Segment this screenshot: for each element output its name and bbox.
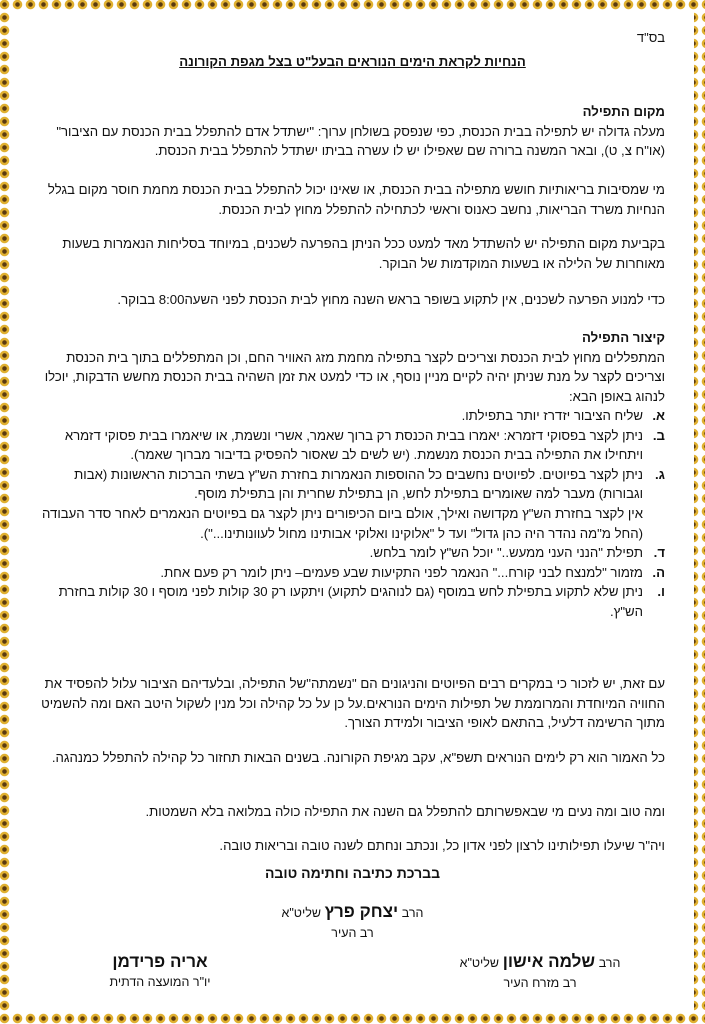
signature-role: רב העיר xyxy=(331,925,374,940)
section-place xyxy=(40,102,665,161)
paragraph: עם זאת, יש לזכור כי במקרים רבים הפיוטים והניגונים הם "נשמתה"של התפילה, ובלעדיהם הציבור עלול להפסיד את החוויה המיוחדת והמרוממת של תפילות הימים הנוראים.על כן על כל קהילה וכל מנין לשקול היטב האם ומה להשמיט מתוך הרשימה דלעיל, בהתאם לאופי הציבור ולמידת הצורך. xyxy=(41,676,665,731)
list-letter: ו. xyxy=(657,584,665,600)
list-item xyxy=(40,406,665,426)
paragraph: המתפללים מחוץ לבית הכנסת וצריכים לקצר בתפילה מחמת מזג האוויר החם, וכן המתפללים בתוך בית הכנסת וצריכים לקצר על מנת שניתן יהיה לקיים מניין נוסף, או כדי למעט את זמן השהיה בבית הכנסת מחשש הדבקות, יוכלו לנהוג באופן הבא: xyxy=(44,349,665,404)
paragraph: כדי למנוע הפרעה לשכנים, אין לתקוע בשופר בראש השנה מחוץ לבית הכנסת לפני השעה8:00 בבוקר. xyxy=(117,292,665,307)
signature-prefix: הרב xyxy=(598,956,621,970)
paragraph-block xyxy=(40,180,665,219)
paragraph-block xyxy=(40,802,665,822)
list-text: ניתן לקצר בפסוקי דזמרא: יאמרו בבית הכנסת רק ברוך שאמר, אשרי ונשמת, או שיאמרו בבית פסוקי דזמרא ויתחילו את התפילה בבית הכנסת מנשמת. (יש לשים לב שאסור להפסיק בדיבור מברוך שאמר). xyxy=(64,427,643,463)
paragraph: ומה טוב ומה נעים מי שבאפשרותם להתפלל גם השנה את התפילה כולה במלואה בלא השמטות. xyxy=(145,804,665,819)
signature-prefix: הרב xyxy=(401,906,424,920)
list-text: אין לקצר בחזרת הש"ץ מקדושה ואילך, אולם ביום הכיפורים ניתן לקצר גם בפיוטים הנאמרים לאחר סדר העבודה (החל מ"מה נהדר היה כהן גדול" ועד ל "אלוקינו ואלוקי אבותינו מחול לעוונותינו..."). xyxy=(42,505,643,541)
section-heading-shorten: קיצור התפילה xyxy=(581,330,665,345)
list-item xyxy=(40,504,665,543)
list-item xyxy=(40,563,665,583)
paragraph: מי שמסיבות בריאותיות חושש מתפילה בבית הכנסת, או שאינו יכול להתפלל בבית הכנסת מחמת חוסר מקום בגלל הנחיות משרד הבריאות, נחשב כאנוס וראשי לכתחילה להתפלל מחוץ לבית הכנסת. xyxy=(47,182,665,217)
list-letter: ד. xyxy=(653,545,665,561)
paragraph: מעלה גדולה יש לתפילה בבית הכנסת, כפי שנפסק בשולחן ערוך: "ישתדל אדם להתפלל בבית הכנסת עם הציבור" (או"ח צ, ט), ובאר המשנה ברורה שם שאפילו יש לו עשרה בביתו ישתדל להתפלל בבית הכנסת. xyxy=(56,123,665,159)
paragraph-block xyxy=(40,674,665,733)
paragraph: בקביעת מקום התפילה יש להשתדל מאד למעט ככל הניתן בהפרעה לשכנים, במיוחד בסליחות הנאמרות בשעות מאוחרות של הלילה או בשעות המוקדמות של הבוקר. xyxy=(62,236,665,271)
section-shorten xyxy=(40,328,665,406)
list-letter: א. xyxy=(652,408,665,423)
signature-east-rabbi xyxy=(425,952,655,993)
list-text: ניתן שלא לתקוע בתפילת לחש במוסף (גם לנוהגים לתקוע) ויתקעו רק 30 קולות לפני מוסף ו 30 קולות בחזרת הש"ץ. xyxy=(58,584,643,619)
list-letter: ה. xyxy=(652,564,665,580)
paragraph-block xyxy=(40,836,665,856)
section-heading-place: מקום התפילה xyxy=(582,104,665,119)
document-page xyxy=(40,22,665,1007)
paragraph-block xyxy=(40,234,665,273)
blessing-line: בברכת כתיבה וחתימה טובה xyxy=(264,865,441,881)
signature-name: אריה פרידמן xyxy=(112,952,208,971)
list-item xyxy=(40,465,665,504)
paragraph-block xyxy=(40,290,665,310)
list-item xyxy=(40,543,665,563)
signature-name: יצחק פרץ xyxy=(324,902,399,921)
signature-name: שלמה אישון xyxy=(502,952,596,971)
list-text: שליח הציבור יזדרז יותר בתפילתו. xyxy=(461,408,643,423)
list-text: מזמור "למנצח לבני קורח..." הנאמר לפני התקיעות שבע פעמים– ניתן לומר רק פעם אחת. xyxy=(160,564,643,580)
signature-role: יו"ר המועצה הדתית xyxy=(109,974,211,989)
list-letter: ג. xyxy=(655,466,665,482)
paragraph: כל האמור הוא רק לימים הנוראים תשפ"א, עקב מגיפת הקורונה. בשנים הבאות תחזור כל קהילה להתפלל כמנהגה. xyxy=(51,750,665,765)
list-letter: ב. xyxy=(652,427,665,443)
signature-role: רב מזרח העיר xyxy=(503,975,577,990)
paragraph-block xyxy=(40,748,665,768)
list-letter xyxy=(643,504,665,543)
list-text: תפילת "הנני העני ממעש.." יוכל הש"ץ לומר בלחש. xyxy=(369,545,643,561)
list-item xyxy=(40,426,665,465)
signature-suffix: שליט"א xyxy=(281,906,321,920)
signature-city-rabbi xyxy=(200,902,505,943)
bsd-mark: בס"ד xyxy=(636,30,665,45)
list-text: ניתן לקצר בפיוטים. לפיוטים נחשבים כל ההוספות הנאמרות בחזרת הש"ץ בשתי הברכות הראשונות (אבות וגבורות) מעבר למה שאומרים בתפילת לחש, הן בתפילת שחרית והן בתפילת מוסף. xyxy=(74,466,643,502)
signature-suffix: שליט"א xyxy=(459,956,500,970)
signature-council-chair xyxy=(70,952,250,992)
document-title: הנחיות לקראת הימים הנוראים הבעל"ט בצל מגפת הקורונה xyxy=(179,54,526,69)
instruction-list xyxy=(40,406,665,622)
paragraph: ויה"ר שיעלו תפילותינו לרצון לפני אדון כל, ונכתב ונחתם לשנה טובה ובריאות טובה. xyxy=(219,838,665,853)
list-item xyxy=(40,582,665,621)
